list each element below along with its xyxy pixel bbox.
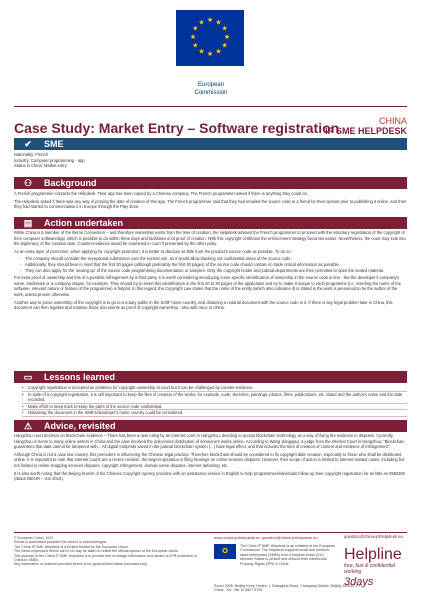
- helpline-title: Helpline: [344, 546, 402, 563]
- svg-text:★: ★: [206, 50, 214, 58]
- action-bullet-list: [14, 256, 407, 273]
- eu-flag-small-icon: ✪: [214, 544, 236, 559]
- section-heading-action: ▤ Action undertaken: [14, 217, 407, 229]
- warning-icon: ⚠: [23, 421, 33, 431]
- section-heading-sme: ✔ SME: [14, 138, 407, 150]
- list-item: - Additionally, they should bear in mind that the first 30 pages (although preferably the first 30 pages) of the source code should contain no trade critical information as possible.: [20, 262, 407, 268]
- svg-text:★: ★: [215, 18, 222, 27]
- list-item: - The company should consider the exceptional submission over the normal one, as it would allow blacking out confidential areas of the source code.: [20, 256, 407, 262]
- eu-flag-icon: [176, 10, 244, 66]
- page-header: [0, 0, 421, 108]
- helpline-days-prefix: working: [344, 569, 362, 575]
- helpline-badge: [344, 534, 407, 588]
- footer-divider: [14, 532, 407, 533]
- helpline-days: 3days: [344, 576, 374, 588]
- lessons-text: [14, 385, 407, 417]
- sme-status: Status in China: Market entry: [14, 163, 67, 169]
- svg-text:★: ★: [221, 24, 228, 33]
- svg-text:★: ★: [198, 18, 205, 27]
- footer-initiative-text: The China IP SME Helpdesk is an initiative of the European Commission. The Helpdesk supports small and medium-sized enterprises (SMEs) from European Union (EU) Member States to protect and enforce their Intellectual Property Rights (IPR) in China.: [240, 544, 335, 566]
- document-icon: ▤: [23, 218, 33, 228]
- svg-text:★: ★: [223, 33, 231, 41]
- svg-text:★: ★: [192, 41, 199, 50]
- header-divider: [14, 106, 407, 107]
- footer-legal-text: © European Union, 2021 Reuse is authorised provided the source is acknowledged. The China IP SME Helpdesk is a project funded by the European Union. The views expressed herein can in no way be taken to reflect the official opinion of the European Union. The purpose of the China IP SME Helpdesk is to provide free of charge information and advice on IPR protection in China to SMEs. Any information or material provided herein is for general information purposes only.: [14, 536, 197, 567]
- advice-text: Hangzhou court decision on blockchain evidence – There has been a new ruling by an Internet court in Hangzhou, deciding to accept blockchain technology as a way of fixing the evidence in disputes. Currently, Hangzhou is home to many online writers in China and the case involved the unlicensed distribution of someone's works online. According to Wang Jiangqiao, a judge from the Internet Court in Hangzhou: "Blockchain guarantees that data cannot be tampered with... All digital footprints saved in the judicial blockchain system (...) have legal effect, and that includes the time of creation of content and evidence of infringement". Although China is not a case law country, this precedent is influencing the Chinese legal practice. Therefore blockchain should be considered to fix copyright date creation, especially to those who shall be distributed online. It is important to note that Internet courts are a recent creation: the largest operation is filing hearings on online services disputes. However, their scope of action is limited to Internet-related cases, including but not limited to online shopping services disputes, copyright infringement, domain name disputes, internet defaming, etc. It is also worth noting that the Beijing branch of the Chinese Copyright Agency provides with an assistance service in English to help programmes/individuals follow up their copyright registration for as little as RMB200 (about 25EUR – Jun 2019).: [14, 433, 405, 482]
- list-item: - They can also apply for the 'sealing up' of the source code programming documentation or samples. Only the copyright holder and judicial departments are then permitted to open the sealed material.: [20, 268, 407, 274]
- svg-text:★: ★: [198, 47, 205, 56]
- background-text: A French programmer contacts the Helpdesk. Their app has been copied by a Chinese company. The French programmer asked if there is anything they could do. The Helpdesk asked if there was any way of proving the date of creation of this app. The French programmer said that they had emailed the source code to a friend for their opinion prior to publishing it online, and then they had started to commercialise it in Europe through the Play store.: [14, 191, 407, 210]
- page-title: Case Study: Market Entry – Software registration: [14, 120, 340, 136]
- list-item: • Copyright registration is accepted as evidence for copyright ownership at court but it can be challenged by counter-evidence.: [22, 385, 407, 392]
- svg-text:★: ★: [221, 41, 228, 50]
- section-heading-background: ⚇ Background: [14, 177, 407, 189]
- footer-address: Room 2008, Beijing Kerry Centre, 1 Guanghua Road, Chaoyang District, Beijing 100020, P.R. China · Tel: +86 10 8527 5705: [214, 584, 363, 593]
- sme-details: [14, 152, 407, 169]
- svg-text:★: ★: [206, 16, 214, 24]
- list-item: • In spite of a copyright registration, it is still important to keep the files of creation of the works, for example, code, sketches, paintings, photos, films, publications, etc. dated and the author's name and the date recorded.: [22, 392, 407, 404]
- checkmark-icon: ✔: [24, 139, 32, 149]
- sme-nationality: Nationality: French: [14, 152, 49, 157]
- section-heading-lessons: ▭ Lessons learned: [14, 371, 407, 383]
- european-commission-label: European Commission: [194, 82, 228, 96]
- svg-text:★: ★: [192, 24, 199, 33]
- list-item: • Notarising the document in the SME's/developer's home country could be considered.: [22, 410, 407, 417]
- helpline-tagline: free, fast & confidential: [344, 563, 395, 569]
- european-commission-logo: [176, 10, 246, 100]
- svg-text:★: ★: [215, 47, 222, 56]
- list-item: • Make effort to keep track to keep the parts of the source code confidential.: [22, 404, 407, 411]
- question-email[interactable]: question@china-iprhelpdesk.eu: [344, 534, 403, 539]
- svg-text:★: ★: [189, 33, 197, 41]
- helpdesk-badge: CHINA IP SME HELPDESK: [325, 116, 407, 136]
- section-heading-advice: ⚠ Advice, revisited: [14, 420, 407, 432]
- book-icon: ▭: [23, 372, 33, 382]
- footer-links[interactable]: www.china-iprhelpdesk.eu question@china-iprhelpdesk.eu: [214, 535, 318, 540]
- action-text: While China is a member of the Berne Convention – and therefore ownership exists from the time of creation, the Helpdesk advised the French programmer to proceed with the voluntary registration of the copyright of their computer software/app, which is possible to do within three days and facilitates a lot proof of creation. With this copyright certificate the enforcement strategy becomes easier. Nevertheless, the court may look into the legitimacy of the creation date. Counter-evidence would be examined in court if presented by the other party. As an extra layer of protection, when applying for copyright protection, it is better to disclose as little from the product's source code as possible. To do so: - The company should consider the exceptional submission over the normal one, as it would allow blacking out confidential areas of the source code. - Additionally, they should bear in mind that the first 30 pages (although preferably the first 30 pages) of the source code should contain no trade critical information as possible. - They can also apply for the 'sealing up' of the source code programming documentation or samples. Only the copyright holder and judicial departments are then permitted to open the sealed material. For extra proof of ownership and this of a possible infringement by a third party, it is worth considering introducing some specific identification of ownership in the source code in-line - like the developer's company's name, trademark or a company slogan, for example. They should try to insert this identification in the first 10 to 30 pages of the application and try to make it unique to each programme (i.e. inserting the name of the software, relevant nature or feature of the programme) is helpful. In this regard, the Copyright Law states that the name of the entity (which also indicates it) is stated in the work is presumed to be the author of the work, unless proven otherwise. Another way to prove ownership of the copyright is to go to a notary public in the SoftF home country, and obtaining a notarial document with the source code in it. If there is any legal problem later in China, this document can then legalise and notarise those documents as proof of copyright ownership - also with trace in China.: [14, 230, 407, 313]
- sme-industry: Industry: Computer programming - app: [14, 157, 85, 163]
- lessons-list: [14, 385, 407, 417]
- people-icon: ⚇: [23, 178, 33, 188]
- page-footer: [14, 532, 407, 597]
